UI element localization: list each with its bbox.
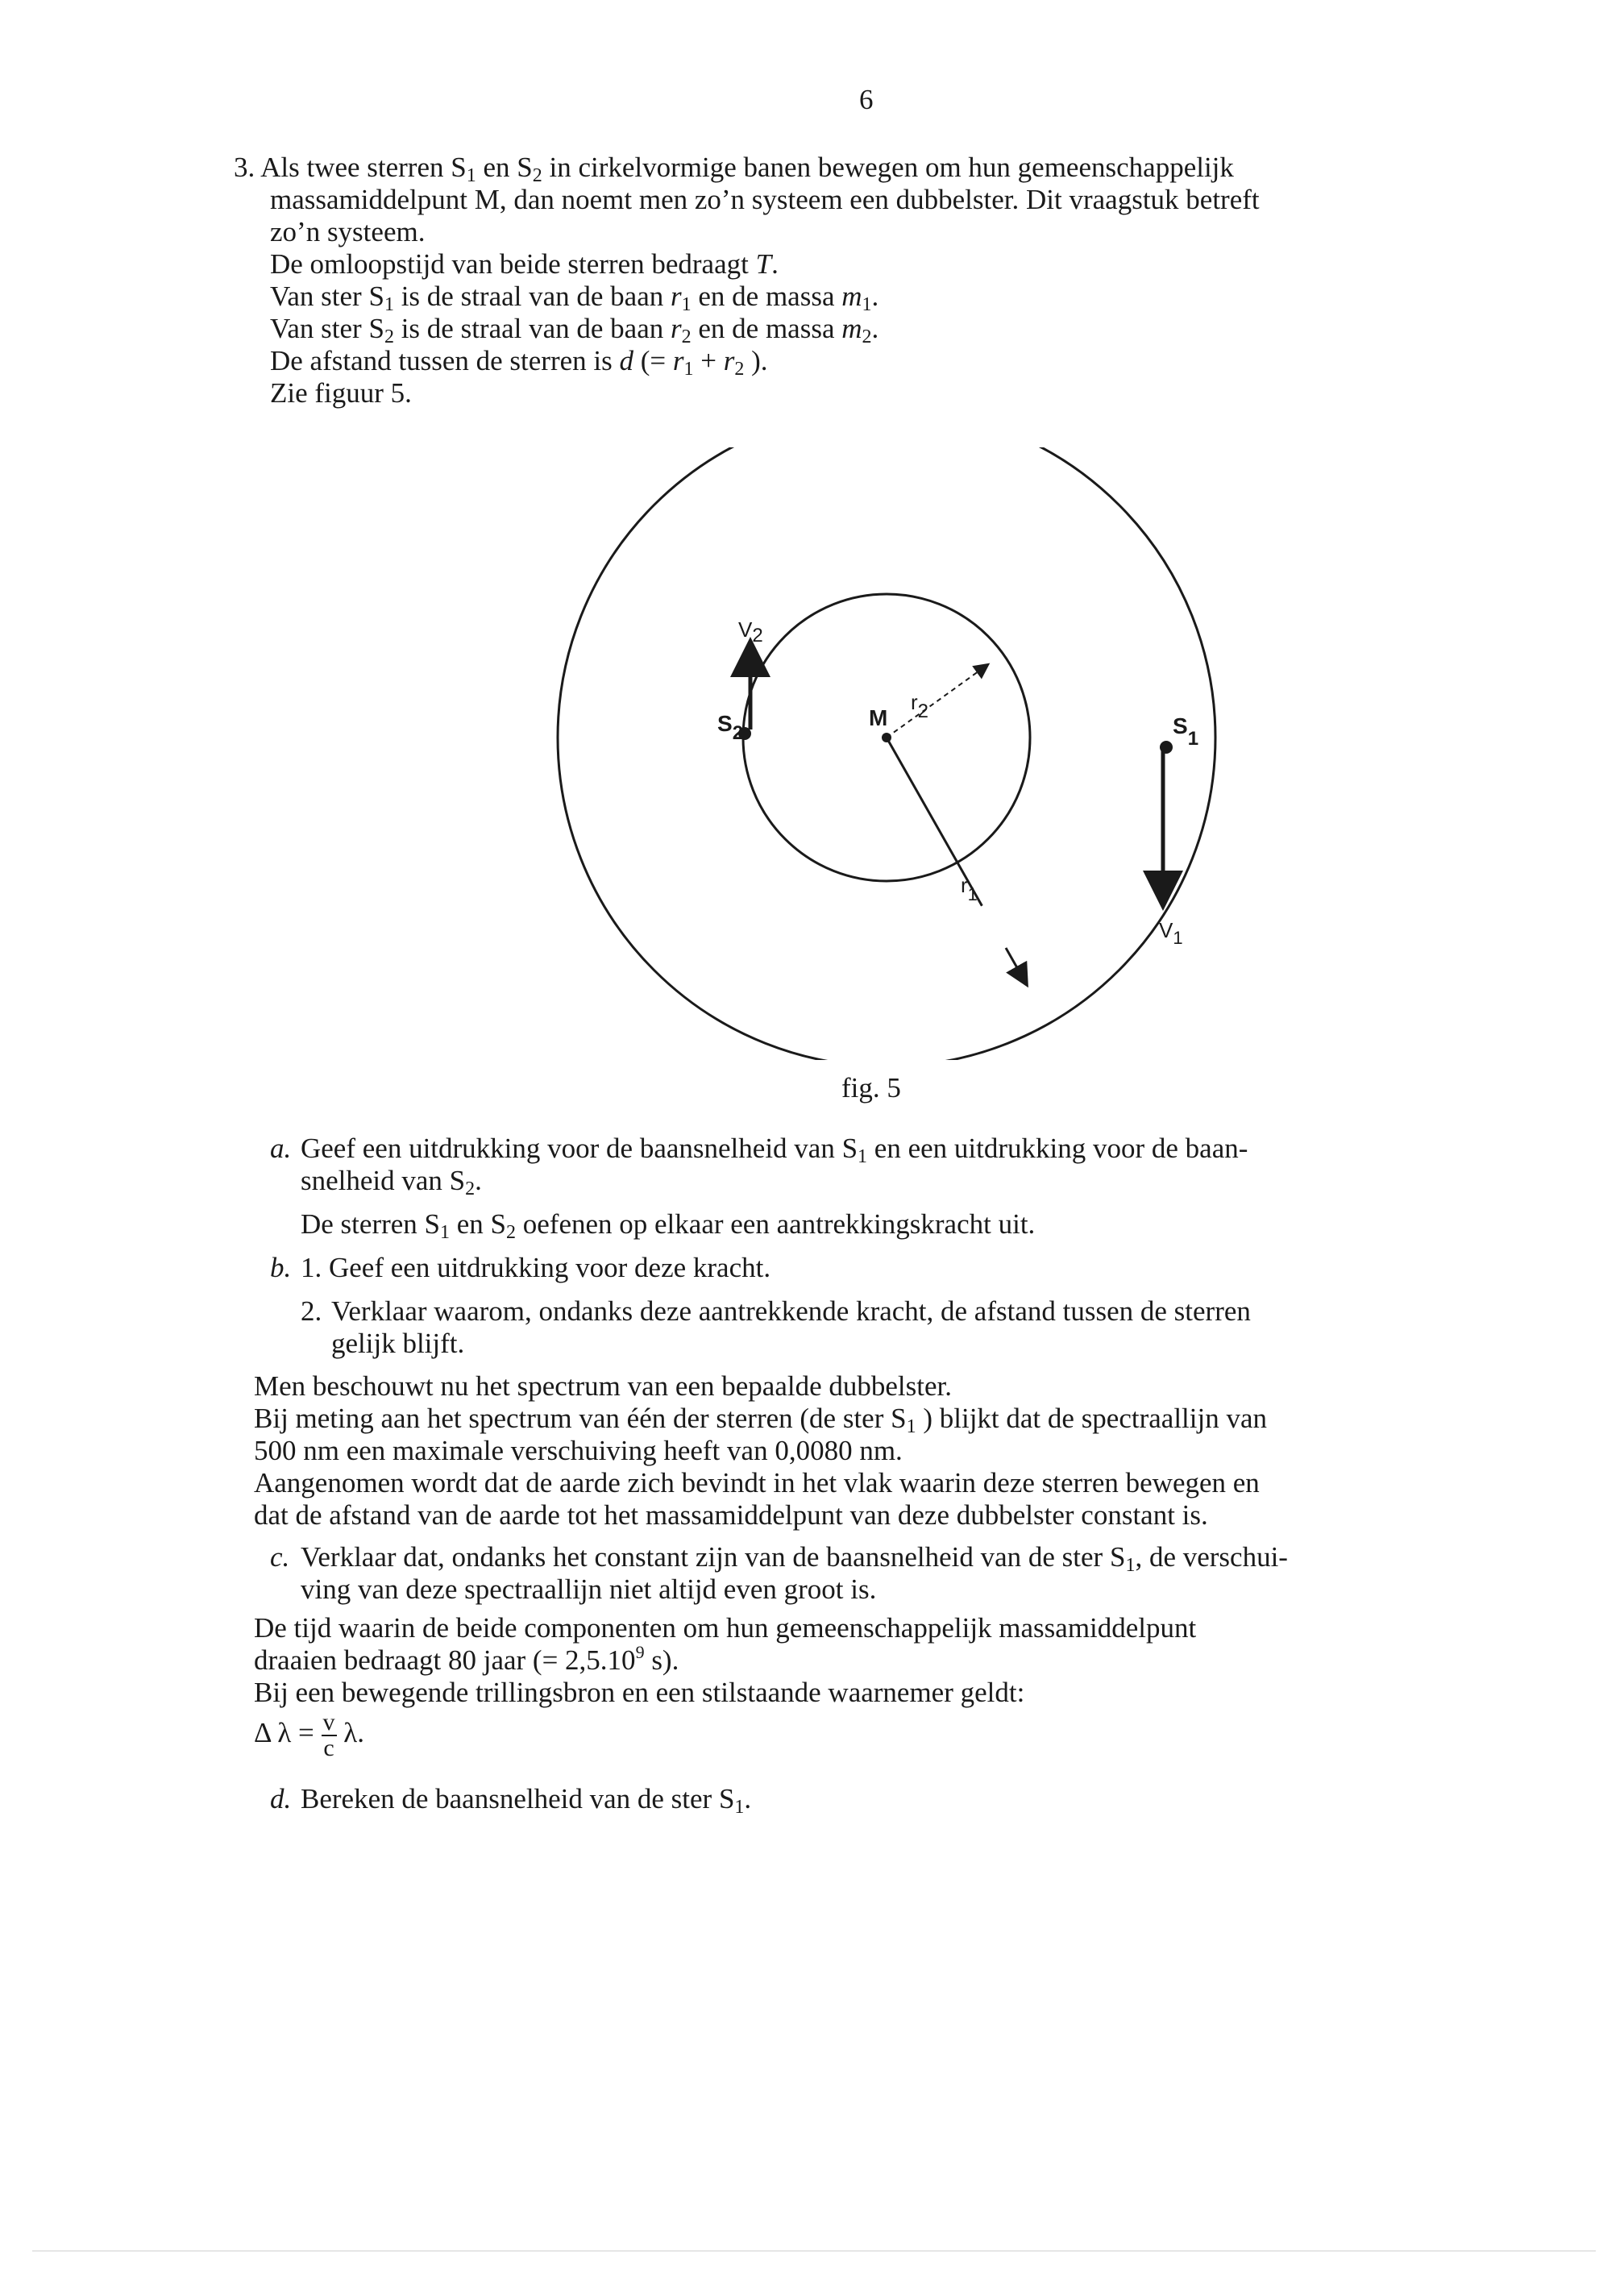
period-text: draaien bedraagt 80 jaar (= 2,5.10 [254, 1644, 636, 1676]
subscript: 1 [466, 165, 476, 186]
item-number: 2. [301, 1295, 322, 1327]
question-text: , de verschui- [1135, 1541, 1288, 1573]
symbol-r: r [672, 345, 684, 376]
question-a [270, 1133, 1501, 1360]
intro-text: Als twee sterren S [260, 152, 467, 183]
period-text: s). [644, 1644, 679, 1676]
spectrum-line-3: 500 nm een maximale verschuiving heeft van 0,0080 nm. [254, 1435, 903, 1466]
subscript: 1 [1125, 1555, 1136, 1576]
subscript: 2 [734, 359, 745, 380]
period-paragraph [254, 1612, 1455, 1709]
intro-text: Van ster S [270, 313, 384, 344]
intro-text: . [871, 281, 879, 312]
question-b-item-1 [270, 1252, 1501, 1284]
question-text: Geef een uitdrukking voor de baansnelheid van S [301, 1133, 858, 1164]
intro-text: ). [744, 345, 768, 376]
symbol-r: r [671, 281, 682, 312]
period-line-1: De tijd waarin de beide componenten om hun gemeenschappelijk massamiddelpunt [254, 1612, 1197, 1644]
superscript: 9 [635, 1642, 645, 1662]
intro-line-1 [234, 152, 1459, 184]
intro-line-3: zo’n systeem. [270, 216, 426, 247]
question-text: Verklaar waarom, ondanks deze aantrekkende kracht, de afstand tussen de sterren [331, 1295, 1251, 1327]
subscript: 2 [384, 326, 394, 347]
intro-text: (= [633, 345, 673, 376]
symbol-r: r [723, 345, 735, 376]
spectrum-line-2 [254, 1403, 1455, 1435]
question-label-d: d. [270, 1783, 292, 1814]
question-text: . [475, 1165, 482, 1196]
subscript: 2 [681, 326, 692, 347]
intro-line-6 [270, 313, 1459, 345]
subscript: 1 [858, 1146, 868, 1167]
intro-text: en de massa [691, 313, 842, 344]
question-label-a: a. [270, 1133, 292, 1164]
subscript: 1 [681, 294, 692, 315]
symbol-m: m [841, 281, 862, 312]
label-s2: S2 [717, 711, 744, 744]
intro-text: + [693, 345, 724, 376]
spectrum-text: ) blijkt dat de spectraallijn van [916, 1403, 1268, 1434]
label-v2: V2 [738, 617, 763, 646]
spectrum-line-1: Men beschouwt nu het spectrum van een bepaalde dubbelster. [254, 1370, 952, 1402]
question-label-b: b. [270, 1252, 292, 1283]
attraction-statement [301, 1208, 1501, 1241]
spectrum-line-5: dat de afstand van de aarde tot het massamiddelpunt van deze dubbelster constant is. [254, 1499, 1208, 1531]
intro-text: is de straal van de baan [393, 313, 671, 344]
intro-line-2: massamiddelpunt M, dan noemt men zo’n systeem een dubbelster. Dit vraagstuk betreft [270, 184, 1260, 215]
question-text: Verklaar dat, ondanks het constant zijn van de baansnelheid van de ster S [301, 1541, 1126, 1573]
subscript: 1 [734, 1797, 745, 1818]
spectrum-line-4: Aangenomen wordt dat de aarde zich bevindt in het vlak waarin deze sterren bewegen en [254, 1467, 1260, 1498]
symbol-T: T [755, 248, 772, 280]
label-s1: S1 [1173, 713, 1199, 750]
figure-binary-star-orbits [548, 447, 1257, 1060]
period-line-3: Bij een bewegende trillingsbron en een stilstaande waarnemer geldt: [254, 1677, 1025, 1708]
spectrum-text: Bij meting aan het spectrum van één der sterren (de ster S [254, 1403, 907, 1434]
intro-line-8: Zie figuur 5. [270, 377, 412, 409]
question-text: Bereken de baansnelheid van de ster S [301, 1783, 735, 1814]
subscript: 1 [862, 294, 872, 315]
page-number: 6 [859, 84, 874, 115]
question-b-item-2 [301, 1295, 1501, 1328]
formula-fraction [322, 1710, 337, 1760]
problem-number: 3. [234, 152, 255, 183]
label-v1: $V_1$ [1159, 918, 1183, 948]
radius-r2-line [887, 665, 987, 738]
intro-text: De afstand tussen de sterren is [270, 345, 620, 376]
intro-text: in cirkelvormige banen bewegen om hun gemeenschappelijk [542, 152, 1234, 183]
question-b-item-2-cont: gelijk blijft. [331, 1328, 465, 1359]
intro-text: De omloopstijd van beide sterren bedraagt [270, 248, 756, 280]
intro-text: Van ster S [270, 281, 384, 312]
radius-r1-line [887, 738, 1026, 983]
question-text: ving van deze spectraallijn niet altijd even groot is. [301, 1573, 877, 1605]
question-d [270, 1783, 1501, 1818]
question-c [270, 1541, 1501, 1606]
problem-intro [234, 152, 1459, 409]
orbit-outer-circle [558, 447, 1215, 1060]
intro-line-7 [270, 345, 1459, 380]
formula-denominator: c [323, 1735, 334, 1761]
figure-caption: fig. 5 [841, 1072, 901, 1104]
intro-text: is de straal van de baan [393, 281, 671, 312]
symbol-d: d [619, 345, 633, 376]
statement-text: oefenen op elkaar een aantrekkingskracht uit. [516, 1208, 1036, 1240]
question-text: 1. Geef een uitdrukking voor deze kracht. [301, 1252, 771, 1283]
question-text: . [744, 1783, 752, 1814]
subscript: 2 [506, 1222, 517, 1243]
intro-text: en de massa [691, 281, 842, 312]
period-line-2 [254, 1644, 1455, 1677]
symbol-m: m [841, 313, 862, 344]
formula-numerator: v [322, 1709, 335, 1735]
subscript: 1 [906, 1416, 916, 1437]
intro-line-4 [270, 248, 1459, 281]
label-r1: $r_1$ [961, 873, 978, 904]
intro-text: . [771, 248, 779, 280]
symbol-r: r [671, 313, 682, 344]
formula-rhs: λ. [343, 1717, 365, 1749]
intro-line-5 [270, 281, 1459, 313]
formula-lhs: Δ λ = [254, 1717, 314, 1749]
intro-text: . [871, 313, 879, 344]
subscript: 1 [683, 359, 694, 380]
statement-text: en S [450, 1208, 507, 1240]
subscript: 1 [384, 294, 394, 315]
subscript: 1 [440, 1222, 451, 1243]
label-m: M [869, 705, 888, 730]
statement-text: De sterren S [301, 1208, 441, 1240]
question-label-c: c. [270, 1541, 290, 1573]
question-text: snelheid van S [301, 1165, 466, 1196]
intro-text: en S [476, 152, 533, 183]
doppler-formula [254, 1710, 1455, 1760]
subscript: 2 [465, 1178, 476, 1199]
subscript: 2 [532, 165, 542, 186]
subscript: 2 [862, 326, 872, 347]
label-r2: r2 [911, 690, 929, 722]
spectrum-paragraph [254, 1370, 1455, 1532]
question-text: en een uitdrukking voor de baan- [867, 1133, 1248, 1164]
